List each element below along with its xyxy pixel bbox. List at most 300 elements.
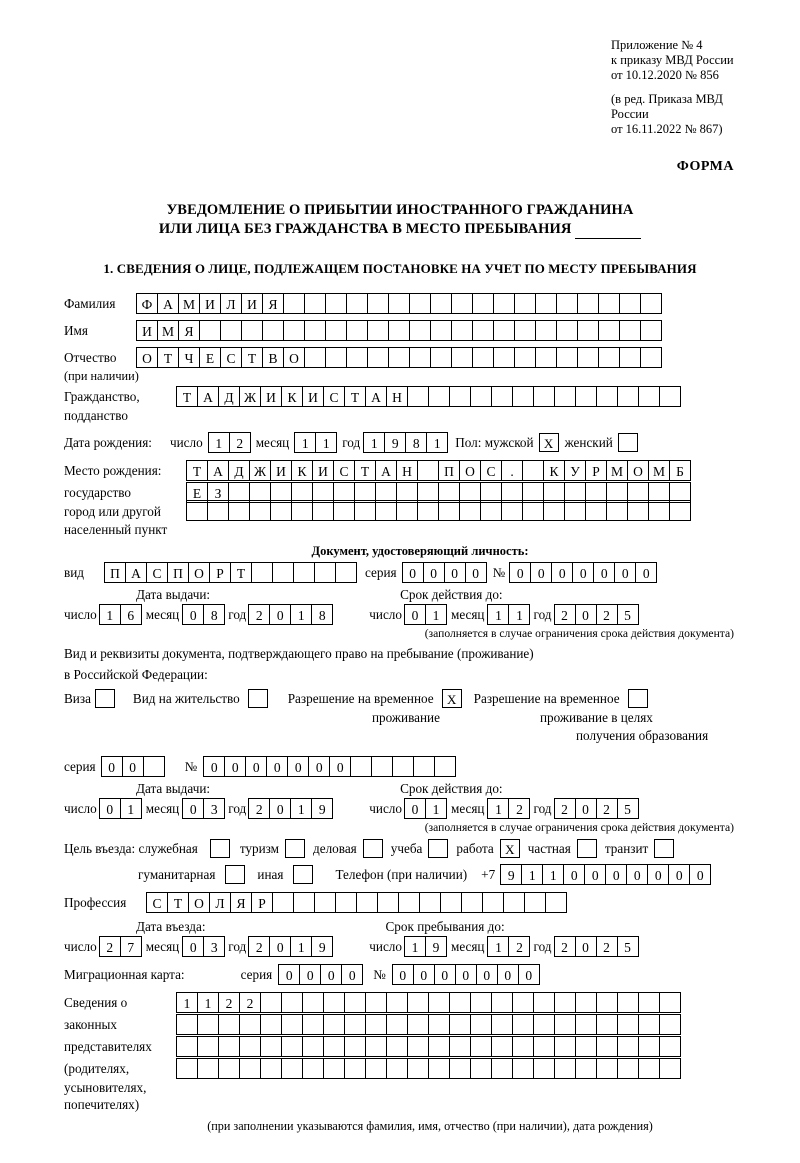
cell[interactable]: 0 — [203, 756, 225, 777]
cell[interactable] — [344, 1036, 366, 1057]
cell[interactable]: Т — [167, 892, 189, 913]
cell[interactable]: 0 — [404, 798, 426, 819]
cell[interactable] — [522, 460, 544, 481]
cell[interactable] — [428, 1058, 450, 1079]
cell[interactable] — [302, 1058, 324, 1079]
cell[interactable]: 9 — [311, 936, 333, 957]
cell[interactable]: 0 — [402, 562, 424, 583]
visa-checkbox[interactable] — [95, 689, 115, 708]
cell[interactable] — [459, 500, 481, 521]
cell[interactable]: Ж — [239, 386, 261, 407]
cell[interactable] — [533, 386, 555, 407]
cell[interactable]: 0 — [626, 864, 648, 885]
cell[interactable] — [438, 500, 460, 521]
cell[interactable] — [388, 293, 410, 314]
birthplace-state-input[interactable] — [186, 460, 691, 481]
cell[interactable] — [323, 1036, 345, 1057]
cell[interactable]: П — [167, 562, 189, 583]
cell[interactable] — [575, 1036, 597, 1057]
valid-year-input[interactable] — [554, 604, 639, 625]
cell[interactable] — [218, 1014, 240, 1035]
purpose-service-checkbox[interactable] — [210, 839, 230, 858]
residence-checkbox[interactable] — [248, 689, 268, 708]
cell[interactable] — [596, 992, 618, 1013]
cell[interactable]: 1 — [426, 432, 448, 453]
cell[interactable] — [197, 1014, 219, 1035]
legal-rep-row-3-input[interactable] — [176, 1036, 681, 1057]
birth-day-input[interactable] — [208, 432, 251, 453]
cell[interactable]: 0 — [563, 864, 585, 885]
cell[interactable]: Н — [386, 386, 408, 407]
cell[interactable]: И — [241, 293, 263, 314]
cell[interactable]: Ж — [249, 460, 271, 481]
cell[interactable] — [545, 892, 567, 913]
cell[interactable] — [449, 992, 471, 1013]
cell[interactable]: 1 — [208, 432, 230, 453]
profession-input[interactable] — [146, 892, 567, 913]
cell[interactable] — [514, 293, 536, 314]
cell[interactable] — [596, 386, 618, 407]
entry-month-input[interactable] — [182, 936, 225, 957]
cell[interactable]: А — [157, 293, 179, 314]
cell[interactable] — [533, 992, 555, 1013]
cell[interactable]: А — [365, 386, 387, 407]
cell[interactable]: 0 — [329, 756, 351, 777]
cell[interactable] — [514, 320, 536, 341]
cell[interactable]: М — [157, 320, 179, 341]
cell[interactable] — [281, 1014, 303, 1035]
cell[interactable]: 0 — [122, 756, 144, 777]
cell[interactable] — [470, 992, 492, 1013]
cell[interactable]: 9 — [500, 864, 522, 885]
cell[interactable]: Т — [230, 562, 252, 583]
cell[interactable] — [554, 1058, 576, 1079]
cell[interactable] — [260, 992, 282, 1013]
cell[interactable] — [535, 320, 557, 341]
cell[interactable] — [512, 1014, 534, 1035]
cell[interactable]: Р — [251, 892, 273, 913]
cell[interactable]: 2 — [508, 936, 530, 957]
cell[interactable] — [470, 1058, 492, 1079]
cell[interactable] — [176, 1014, 198, 1035]
issue-month-input[interactable] — [182, 604, 225, 625]
cell[interactable]: 0 — [341, 964, 363, 985]
phone-input[interactable] — [500, 864, 711, 885]
cell[interactable]: 1 — [197, 992, 219, 1013]
cell[interactable] — [554, 992, 576, 1013]
cell[interactable] — [239, 1036, 261, 1057]
cell[interactable]: Ч — [178, 347, 200, 368]
cell[interactable]: 1 — [176, 992, 198, 1013]
cell[interactable] — [176, 1036, 198, 1057]
study-checkbox[interactable] — [428, 839, 448, 858]
cell[interactable] — [585, 500, 607, 521]
cell[interactable]: 5 — [617, 936, 639, 957]
cell[interactable]: И — [199, 293, 221, 314]
cell[interactable] — [335, 892, 357, 913]
cell[interactable]: 0 — [392, 964, 414, 985]
cell[interactable] — [493, 347, 515, 368]
cell[interactable]: А — [375, 460, 397, 481]
cell[interactable] — [350, 756, 372, 777]
cell[interactable]: К — [291, 460, 313, 481]
cell[interactable] — [239, 1058, 261, 1079]
cell[interactable] — [512, 1058, 534, 1079]
cell[interactable] — [617, 992, 639, 1013]
humanitarian-checkbox[interactable] — [225, 865, 245, 884]
cell[interactable] — [143, 756, 165, 777]
cell[interactable]: Н — [396, 460, 418, 481]
entry-day-input[interactable] — [99, 936, 142, 957]
cell[interactable] — [407, 992, 429, 1013]
cell[interactable] — [434, 756, 456, 777]
cell[interactable]: 1 — [315, 432, 337, 453]
cell[interactable]: 2 — [596, 798, 618, 819]
cell[interactable] — [577, 347, 599, 368]
cell[interactable] — [451, 293, 473, 314]
cell[interactable] — [409, 320, 431, 341]
cell[interactable]: 1 — [508, 604, 530, 625]
cell[interactable] — [470, 1014, 492, 1035]
cell[interactable] — [535, 347, 557, 368]
cell[interactable] — [556, 293, 578, 314]
cell[interactable] — [640, 347, 662, 368]
cell[interactable]: 2 — [248, 798, 270, 819]
cell[interactable] — [186, 500, 208, 521]
name-input[interactable] — [136, 320, 662, 341]
cell[interactable] — [367, 320, 389, 341]
cell[interactable]: . — [501, 460, 523, 481]
cell[interactable] — [428, 1014, 450, 1035]
cell[interactable]: О — [627, 460, 649, 481]
mig-nomer-input[interactable] — [392, 964, 540, 985]
cell[interactable] — [596, 1058, 618, 1079]
cell[interactable] — [648, 500, 670, 521]
cell[interactable] — [344, 1058, 366, 1079]
cell[interactable] — [575, 1058, 597, 1079]
cell[interactable]: 2 — [554, 936, 576, 957]
cell[interactable] — [281, 1036, 303, 1057]
stay-day-input[interactable] — [404, 936, 447, 957]
cell[interactable]: М — [648, 460, 670, 481]
cell[interactable] — [417, 460, 439, 481]
cell[interactable] — [640, 293, 662, 314]
cell[interactable]: 1 — [290, 798, 312, 819]
cell[interactable] — [659, 1058, 681, 1079]
cell[interactable]: 6 — [120, 604, 142, 625]
cell[interactable]: 0 — [299, 964, 321, 985]
cell[interactable] — [346, 347, 368, 368]
cell[interactable] — [386, 1014, 408, 1035]
cell[interactable] — [375, 500, 397, 521]
birth-month-input[interactable] — [294, 432, 337, 453]
cell[interactable]: 2 — [508, 798, 530, 819]
cell[interactable]: 0 — [509, 562, 531, 583]
cell[interactable]: Е — [186, 482, 208, 503]
cell[interactable]: Д — [218, 386, 240, 407]
cell[interactable] — [218, 1058, 240, 1079]
cell[interactable]: Т — [344, 386, 366, 407]
cell[interactable] — [491, 1036, 513, 1057]
cell[interactable] — [598, 347, 620, 368]
cell[interactable]: 1 — [294, 432, 316, 453]
cell[interactable] — [493, 293, 515, 314]
cell[interactable]: Л — [209, 892, 231, 913]
cell[interactable] — [365, 1058, 387, 1079]
cell[interactable] — [367, 347, 389, 368]
cell[interactable]: А — [207, 460, 229, 481]
doc-nomer-input[interactable] — [509, 562, 657, 583]
cell[interactable]: 2 — [239, 992, 261, 1013]
cell[interactable]: З — [207, 482, 229, 503]
cell[interactable]: 0 — [434, 964, 456, 985]
cell[interactable] — [325, 320, 347, 341]
cell[interactable] — [556, 347, 578, 368]
cell[interactable] — [323, 992, 345, 1013]
cell[interactable]: К — [543, 460, 565, 481]
cell[interactable] — [638, 1014, 660, 1035]
cell[interactable] — [659, 992, 681, 1013]
cell[interactable]: 0 — [224, 756, 246, 777]
cell[interactable]: 2 — [554, 798, 576, 819]
cell[interactable]: А — [197, 386, 219, 407]
cell[interactable]: 1 — [120, 798, 142, 819]
cell[interactable] — [449, 386, 471, 407]
cell[interactable] — [398, 892, 420, 913]
cell[interactable] — [503, 892, 525, 913]
cell[interactable] — [430, 293, 452, 314]
cell[interactable]: 1 — [487, 798, 509, 819]
cell[interactable]: С — [323, 386, 345, 407]
cell[interactable] — [396, 500, 418, 521]
cell[interactable]: И — [260, 386, 282, 407]
cell[interactable]: 0 — [551, 562, 573, 583]
cell[interactable]: Я — [230, 892, 252, 913]
cell[interactable]: 2 — [218, 992, 240, 1013]
cell[interactable] — [262, 320, 284, 341]
cell[interactable] — [419, 892, 441, 913]
business-checkbox[interactable] — [363, 839, 383, 858]
doc-seria-input[interactable] — [402, 562, 487, 583]
cell[interactable] — [617, 1014, 639, 1035]
cell[interactable]: Ф — [136, 293, 158, 314]
issue-year-input[interactable] — [248, 604, 333, 625]
cell[interactable] — [535, 293, 557, 314]
cell[interactable] — [564, 500, 586, 521]
cell[interactable] — [596, 1036, 618, 1057]
cell[interactable]: М — [606, 460, 628, 481]
issue-day-input[interactable] — [99, 604, 142, 625]
cell[interactable] — [346, 320, 368, 341]
cell[interactable] — [512, 1036, 534, 1057]
cell[interactable] — [304, 347, 326, 368]
perm-valid-month-input[interactable] — [487, 798, 530, 819]
cell[interactable]: С — [146, 562, 168, 583]
cell[interactable]: 0 — [182, 798, 204, 819]
cell[interactable]: 0 — [269, 604, 291, 625]
perm-issue-year-input[interactable] — [248, 798, 333, 819]
cell[interactable] — [428, 992, 450, 1013]
cell[interactable] — [239, 1014, 261, 1035]
cell[interactable] — [344, 1014, 366, 1035]
cell[interactable] — [617, 1058, 639, 1079]
cell[interactable]: И — [302, 386, 324, 407]
cell[interactable] — [260, 1036, 282, 1057]
cell[interactable] — [304, 293, 326, 314]
cell[interactable]: П — [438, 460, 460, 481]
cell[interactable]: С — [333, 460, 355, 481]
cell[interactable]: 0 — [497, 964, 519, 985]
sex-male-checkbox[interactable]: X — [539, 433, 559, 452]
cell[interactable] — [302, 992, 324, 1013]
cell[interactable] — [638, 1036, 660, 1057]
cell[interactable]: 0 — [518, 964, 540, 985]
perm-issue-month-input[interactable] — [182, 798, 225, 819]
cell[interactable] — [417, 500, 439, 521]
cell[interactable]: С — [146, 892, 168, 913]
cell[interactable] — [480, 500, 502, 521]
cell[interactable] — [619, 293, 641, 314]
cell[interactable] — [428, 386, 450, 407]
cell[interactable]: 0 — [668, 864, 690, 885]
cell[interactable] — [407, 1036, 429, 1057]
cell[interactable] — [283, 320, 305, 341]
cell[interactable]: 9 — [311, 798, 333, 819]
cell[interactable]: О — [188, 562, 210, 583]
cell[interactable]: Т — [354, 460, 376, 481]
cell[interactable]: Т — [176, 386, 198, 407]
cell[interactable]: Я — [262, 293, 284, 314]
cell[interactable]: 0 — [605, 864, 627, 885]
cell[interactable] — [270, 500, 292, 521]
cell[interactable] — [197, 1036, 219, 1057]
cell[interactable]: 7 — [120, 936, 142, 957]
cell[interactable] — [346, 293, 368, 314]
cell[interactable]: 0 — [423, 562, 445, 583]
cell[interactable]: 0 — [584, 864, 606, 885]
cell[interactable]: 5 — [617, 604, 639, 625]
cell[interactable]: 2 — [248, 936, 270, 957]
cell[interactable] — [207, 500, 229, 521]
cell[interactable] — [312, 500, 334, 521]
cell[interactable] — [386, 992, 408, 1013]
cell[interactable]: 0 — [476, 964, 498, 985]
cell[interactable]: С — [220, 347, 242, 368]
stay-year-input[interactable] — [554, 936, 639, 957]
cell[interactable]: 2 — [596, 604, 618, 625]
entry-year-input[interactable] — [248, 936, 333, 957]
cell[interactable] — [533, 1058, 555, 1079]
cell[interactable] — [501, 500, 523, 521]
cell[interactable] — [524, 892, 546, 913]
cell[interactable] — [472, 347, 494, 368]
cell[interactable]: 2 — [248, 604, 270, 625]
doc-type-input[interactable] — [104, 562, 357, 583]
cell[interactable] — [533, 1036, 555, 1057]
cell[interactable] — [356, 892, 378, 913]
cell[interactable] — [491, 1058, 513, 1079]
cell[interactable] — [543, 500, 565, 521]
cell[interactable] — [272, 562, 294, 583]
cell[interactable]: У — [564, 460, 586, 481]
cell[interactable] — [314, 892, 336, 913]
cell[interactable] — [199, 320, 221, 341]
cell[interactable]: 0 — [269, 798, 291, 819]
cell[interactable] — [325, 347, 347, 368]
cell[interactable] — [470, 1036, 492, 1057]
cell[interactable] — [638, 1058, 660, 1079]
cell[interactable] — [554, 386, 576, 407]
cell[interactable]: 0 — [182, 936, 204, 957]
cell[interactable] — [493, 320, 515, 341]
cell[interactable] — [407, 386, 429, 407]
cell[interactable]: 0 — [635, 562, 657, 583]
cell[interactable] — [325, 293, 347, 314]
cell[interactable]: Д — [228, 460, 250, 481]
cell[interactable] — [575, 1014, 597, 1035]
cell[interactable]: С — [480, 460, 502, 481]
cell[interactable] — [365, 1014, 387, 1035]
cell[interactable]: 3 — [203, 936, 225, 957]
cell[interactable] — [354, 500, 376, 521]
cell[interactable] — [377, 892, 399, 913]
cell[interactable] — [669, 500, 691, 521]
cell[interactable] — [638, 386, 660, 407]
cell[interactable]: 2 — [554, 604, 576, 625]
valid-day-input[interactable] — [404, 604, 447, 625]
cell[interactable] — [409, 293, 431, 314]
cell[interactable]: 1 — [425, 798, 447, 819]
cell[interactable]: Р — [209, 562, 231, 583]
cell[interactable]: П — [104, 562, 126, 583]
cell[interactable]: 0 — [575, 936, 597, 957]
legal-rep-row-1-input[interactable] — [176, 992, 681, 1013]
cell[interactable]: 0 — [647, 864, 669, 885]
cell[interactable] — [430, 347, 452, 368]
cell[interactable]: 1 — [542, 864, 564, 885]
legal-rep-row-2-input[interactable] — [176, 1014, 681, 1035]
cell[interactable]: 0 — [575, 604, 597, 625]
cell[interactable]: 0 — [593, 562, 615, 583]
cell[interactable] — [430, 320, 452, 341]
cell[interactable]: 5 — [617, 798, 639, 819]
work-checkbox[interactable]: X — [500, 839, 520, 858]
cell[interactable]: 2 — [229, 432, 251, 453]
cell[interactable]: 0 — [308, 756, 330, 777]
cell[interactable] — [472, 293, 494, 314]
cell[interactable]: 1 — [363, 432, 385, 453]
cell[interactable]: 9 — [384, 432, 406, 453]
cell[interactable] — [577, 320, 599, 341]
temp-permission-checkbox[interactable]: X — [442, 689, 462, 708]
cell[interactable] — [365, 992, 387, 1013]
cell[interactable]: Е — [199, 347, 221, 368]
edu-permission-checkbox[interactable] — [628, 689, 648, 708]
cell[interactable] — [491, 992, 513, 1013]
cell[interactable] — [371, 756, 393, 777]
cell[interactable]: 8 — [405, 432, 427, 453]
cell[interactable] — [638, 992, 660, 1013]
cell[interactable] — [617, 386, 639, 407]
cell[interactable]: М — [178, 293, 200, 314]
cell[interactable] — [260, 1058, 282, 1079]
valid-month-input[interactable] — [487, 604, 530, 625]
cell[interactable] — [302, 1014, 324, 1035]
cell[interactable] — [598, 293, 620, 314]
cell[interactable]: О — [188, 892, 210, 913]
cell[interactable] — [218, 1036, 240, 1057]
cell[interactable]: О — [459, 460, 481, 481]
